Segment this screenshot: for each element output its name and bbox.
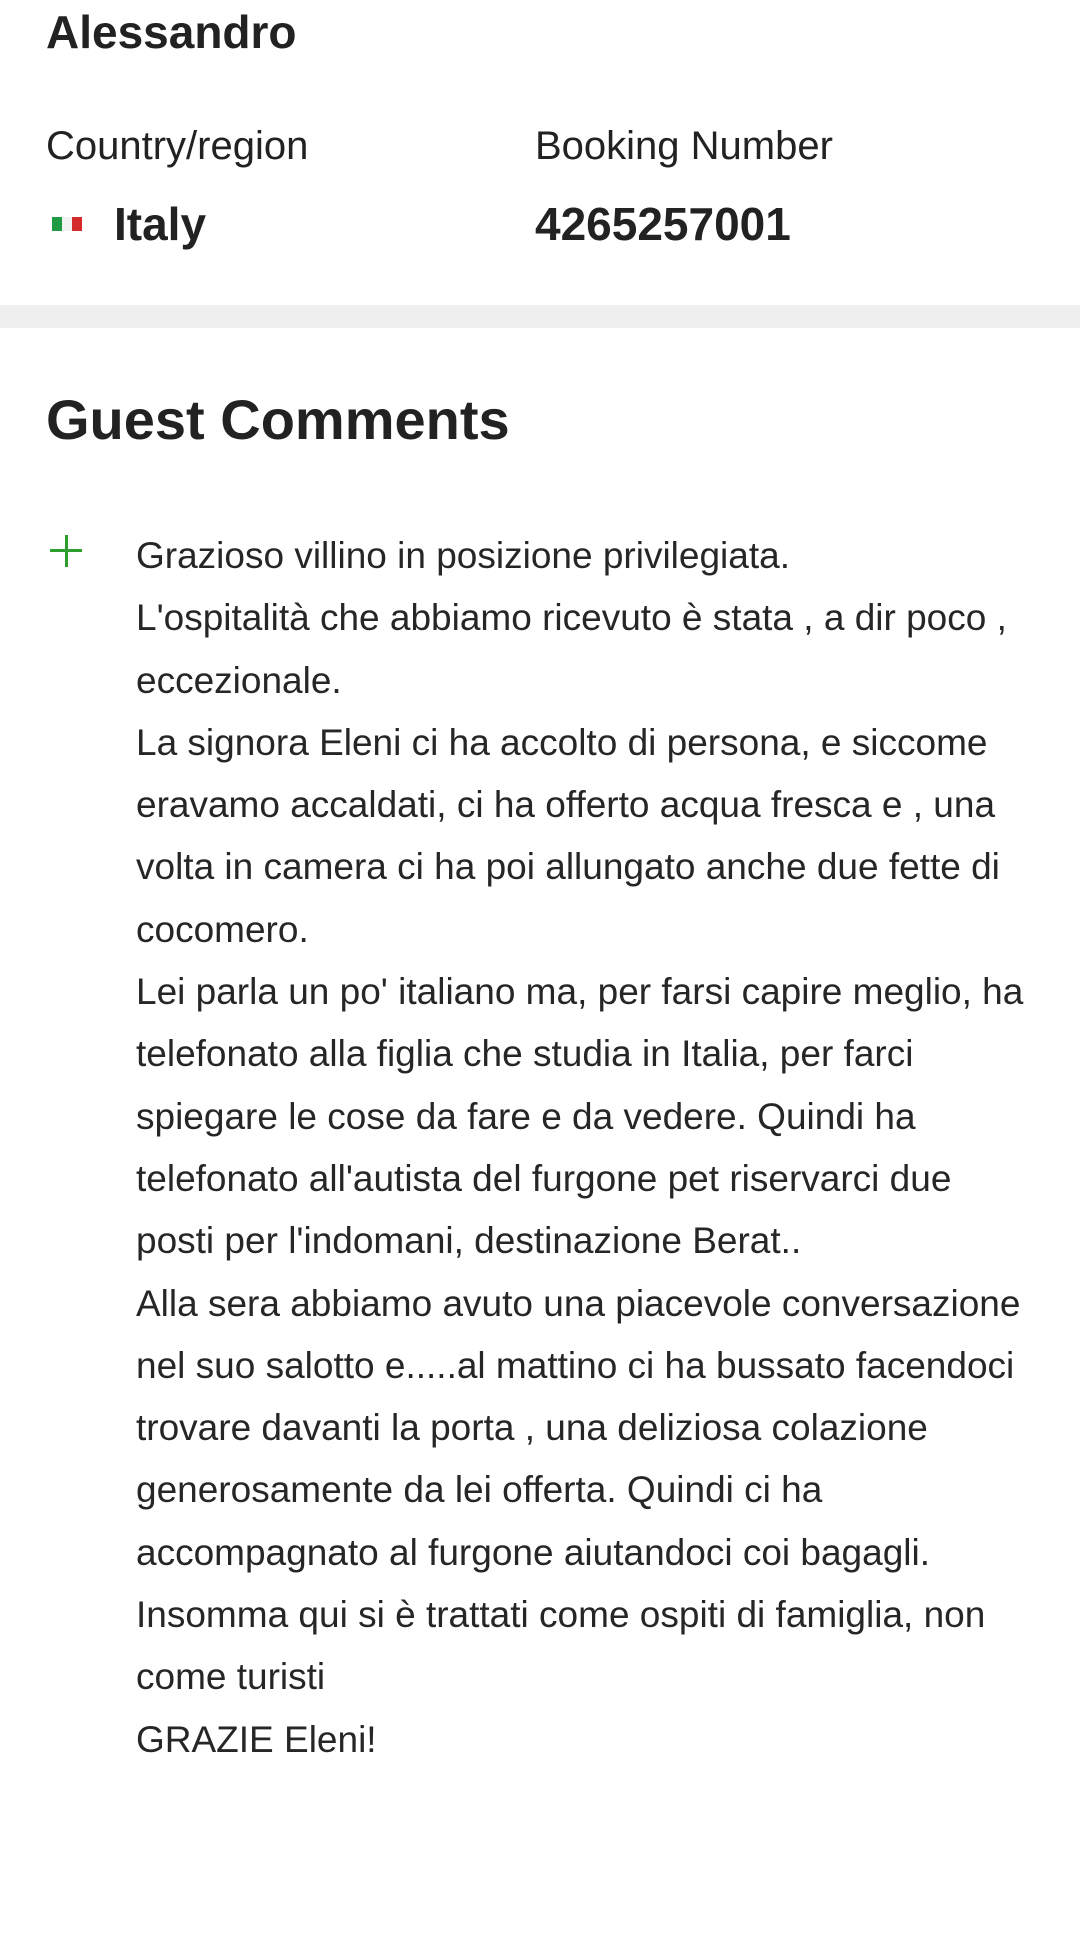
section-divider <box>0 305 1080 328</box>
booking-number-value: 4265257001 <box>535 198 791 250</box>
country-label: Country/region <box>46 124 309 168</box>
booking-block <box>535 118 833 254</box>
italy-flag-icon <box>52 217 82 231</box>
plus-icon <box>50 535 82 567</box>
country-block <box>46 118 308 254</box>
booking-number-label: Booking Number <box>535 124 833 168</box>
guest-comments-title: Guest Comments <box>46 388 510 451</box>
comment-text: Grazioso villino in posizione privilegiata. L'ospitalità che abbiamo ricevuto è stata , a dir poco , eccezionale. La signora Eleni ci ha accolto di persona, e siccome eravamo accaldati, ci ha offerto acqua fresca e , una volta in camera ci ha poi allungato anche due fette di cocomero. Lei parla un po' italiano ma, per farsi capire meglio, ha telefonato alla figlia che studia in Italia, per farci spiegare le cose da fare e da vedere. Quindi ha telefonato all'autista del furgone pet riservarci due posti per l'indomani, destinazione Berat.. Alla sera abbiamo avuto una piacevole conversazione nel suo salotto e.....al mattino ci ha bussato facendoci trovare davanti la porta , una deliziosa colazione generosamente da lei offerta. Quindi ci ha accompagnato al furgone aiutandoci coi bagagli. Insomma qui si è trattati come ospiti di famiglia, non come turisti GRAZIE Eleni! <box>136 535 1024 1760</box>
booking-info <box>0 118 1080 258</box>
country-value: Italy <box>114 198 207 250</box>
country-value-row <box>46 194 308 254</box>
guest-name: Alessandro <box>46 6 297 58</box>
